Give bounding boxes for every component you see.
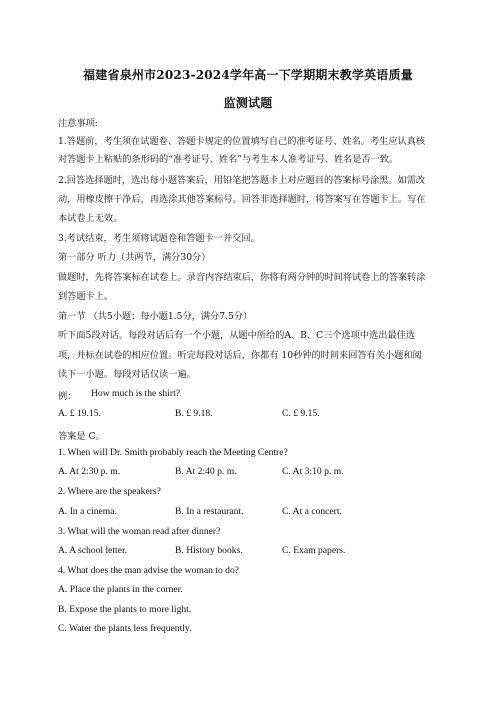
notice-line: 对答题卡上粘贴的条形码的“准考证号、姓名”与考生本人准考证号、姓名是否一致。 [58, 154, 399, 165]
question-2-option-b: B. In a restaurant. [175, 506, 244, 517]
question-3-option-a: A. A school letter. [58, 545, 128, 556]
question-3: 3. What will the woman read after dinner? [58, 526, 221, 537]
example-option-c: C. £ 9.15. [282, 408, 320, 419]
question-4-option-a: A. Place the plants in the corner. [58, 584, 183, 595]
section1-intro-line: 听下面5段对话。每段对话后有一个小题，从题中所给的A、B、C三个选项中选出最佳选 [58, 330, 416, 341]
question-1-option-c: C. At 3:10 p. m. [282, 466, 344, 477]
example-answer: 答案是 C。 [58, 431, 105, 442]
question-3-option-c: C. Exam papers. [282, 545, 346, 556]
example-option-b: B. £ 9.18. [175, 408, 213, 419]
notice-line: 2.回答选择题时，选出每小题答案后，用铅笔把答题卡上对应题目的答案标号涂黑。如需改 [58, 175, 426, 186]
section1-heading: 第一节 （共5小题；每小题1.5分，满分7.5分） [58, 311, 253, 322]
question-4-option-b: B. Expose the plants to more light. [58, 604, 192, 615]
notice-heading: 注意事项: [58, 118, 98, 129]
notice-line: 本试卷上无效。 [58, 213, 123, 224]
question-4-option-c: C. Water the plants less frequently. [58, 623, 192, 634]
notice-line: 动，用橡皮擦干净后，再选涂其他答案标号。回答非选择题时，将答案写在答题卡上。写在 [58, 194, 426, 205]
example-label: 例： [58, 391, 77, 402]
question-3-option-b: B. History books. [175, 545, 243, 556]
question-2-option-c: C. At a concert. [282, 506, 342, 517]
document-title-line2: 监测试题 [223, 96, 273, 110]
question-2-option-a: A. In a cinema. [58, 506, 117, 517]
document-title: 福建省泉州市2023-2024学年高一下学期期末教学英语质量 [83, 68, 413, 82]
section1-intro-line: 读下一小题。每段对话仅读一遍。 [58, 369, 196, 380]
notice-line: 3.考试结束，考生须将试题卷和答题卡一并交回。 [58, 233, 260, 244]
section1-intro-line: 项，并标在试卷的相应位置。听完每段对话后，你都有 10秒钟的时间来回答有关小题和阅 [58, 350, 422, 361]
question-4: 4. What does the man advise the woman to do? [58, 565, 239, 576]
part1-heading: 第一部分 听力（共两节，满分30分） [58, 252, 211, 263]
part1-intro-line: 到答题卡上。 [58, 291, 114, 302]
example-question: How much is the shirt? [91, 388, 180, 399]
question-1-option-a: A. At 2:30 p. m. [58, 466, 121, 477]
part1-intro-line: 做题时，先将答案标在试卷上。录音内容结束后，你将有两分钟的时间将试卷上的答案转涂 [58, 272, 426, 283]
example-option-a: A. £ 19.15. [58, 408, 101, 419]
question-1-option-b: B. At 2:40 p. m. [175, 466, 237, 477]
question-2: 2. Where are the speakers? [58, 486, 161, 497]
question-1: 1. When will Dr. Smith probably reach the Meeting Centre? [58, 447, 288, 458]
notice-line: 1.答题前，考生须在试题卷、答题卡规定的位置填写自己的准考证号、姓名。考生应认真核 [58, 136, 426, 147]
